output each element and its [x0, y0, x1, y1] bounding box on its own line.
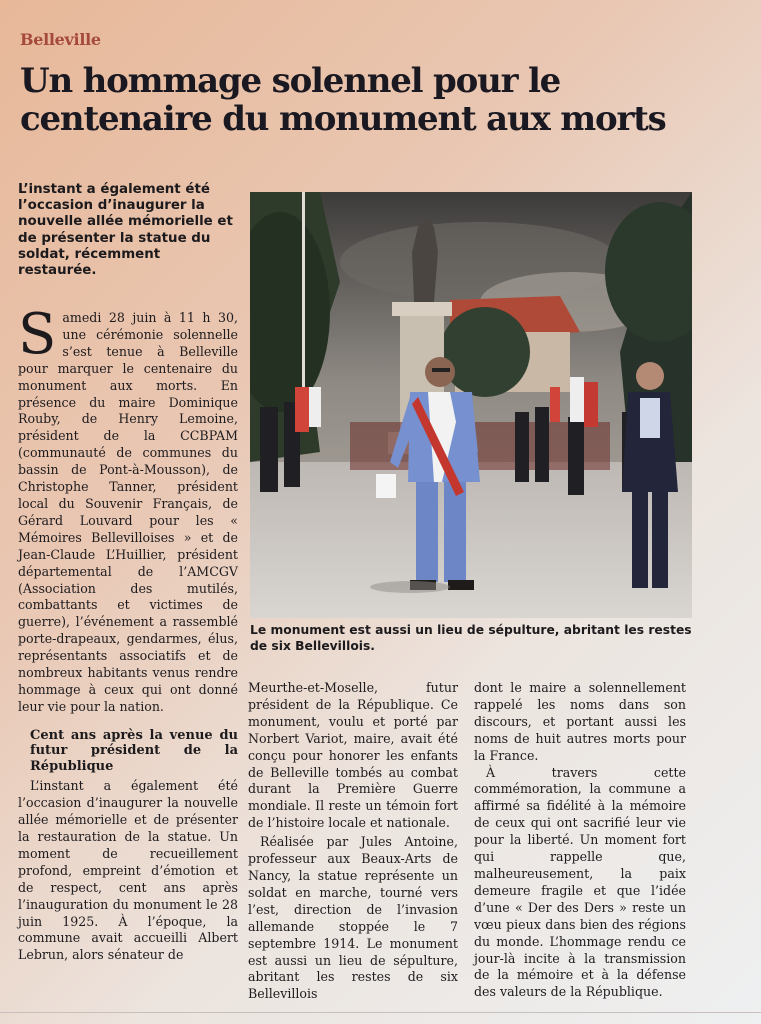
photo-caption: Le monument est aussi un lieu de sépulture, abritant les restes de six Bellevillois. [250, 623, 692, 653]
intro-text: amedi 28 juin à 11 h 30, une cérémonie solennelle s’est tenue à Belleville pour marquer le centenaire du monument aux morts. En présence du maire Dominique Rouby, de Henry Lemoine, président de la CCBPAM (communauté de communes du bassin de Pont-à-Mousson), de Christophe Tanner, président local du Souvenir Français, de Gérard Louvard pour les « Mémoires Bellevilloises » et de Jean-Claude L’Huillier, président départemental de l’AMCGV (Association des mutilés, combattants et victimes de guerre), l’événement a rassemblé porte-drapeaux, gendarmes, élus, représentants associatifs et de nombreux habitants venus rendre hommage à ceux qui ont donné leur vie pour la nation. [18, 310, 238, 714]
column-1 [18, 302, 238, 964]
column-3 [474, 680, 686, 1001]
paragraph-intro [18, 302, 238, 716]
section-subhead: Cent ans après la venue du futur président de la République [30, 727, 238, 774]
article-kicker: Belleville [20, 30, 101, 49]
article-headline: Un hommage solennel pour le centenaire du monument aux morts [20, 61, 666, 139]
column-divider-bottom [0, 1012, 761, 1013]
col2-paragraph-1: Meurthe-et-Moselle, futur président de la République. Ce monument, voulu et porté par Norbert Variot, maire, avait été conçu pour honorer les enfants de Belleville tombés au combat durant la Première Guerre mondiale. Il reste un témoin fort de l’histoire locale et nationale. [248, 680, 458, 831]
col3-paragraph-2: À travers cette commémoration, la commune a affirmé sa fidélité à la mémoire de ceux qui ont sacrifié leur vie pour la liberté. Un moment fort qui rappelle que, malheureusement, la paix demeure fragile et que l’idée d’une « Der des Ders » reste un vœu pieux dans bien des régions du monde. L’hommage rendu ce jour-là incite à la transmission de la mémoire et à la défense des valeurs de la République. [474, 764, 686, 1000]
column-2 [248, 680, 458, 1003]
col3-paragraph-1: dont le maire a solennellement rappelé les noms dans son discours, et portant aussi les noms de huit autres morts pour la France. [474, 680, 686, 763]
col2-paragraph-2: Réalisée par Jules Antoine, professeur aux Beaux-Arts de Nancy, la statue représente un soldat en marche, tourné vers l’est, direction de l’invasion allemande stoppée le 7 septembre 1914. Le monument est aussi un lieu de sépulture, abritant les restes de six Bellevillois [248, 834, 458, 1002]
paragraph-2: L’instant a également été l’occasion d’inaugurer la nouvelle allée mémorielle et de présenter la restauration de la statue. Un moment de recueillement profond, empreint d’émotion et de respect, cent ans après l’inauguration du monument le 28 juin 1925. À l’époque, la commune avait accueilli Albert Lebrun, alors sénateur de [18, 778, 238, 963]
photo [250, 192, 692, 618]
article-chapo: L’instant a également été l’occasion d’inaugurer la nouvelle allée mémorielle et de présenter la statue du soldat, récemment restaurée. [18, 182, 233, 279]
monument-ceremony-photo [250, 192, 692, 618]
drop-cap: S [18, 302, 57, 367]
